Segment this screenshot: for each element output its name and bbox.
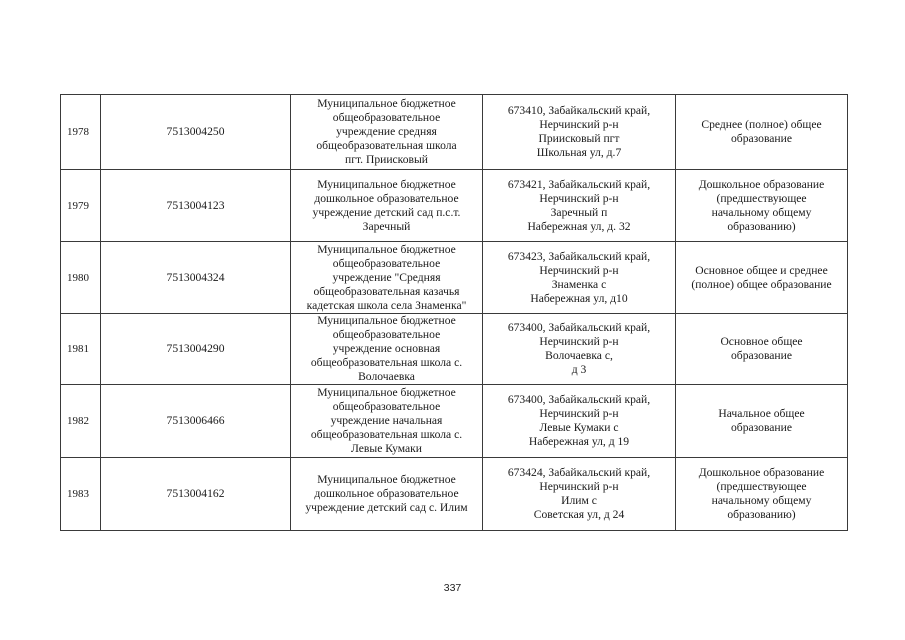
organization-name-line: дошкольное образовательное xyxy=(314,487,459,500)
inn-cell: 7513004290 xyxy=(101,314,291,385)
organization-name-line: кадетская школа села Знаменка" xyxy=(306,298,467,312)
table-row xyxy=(61,170,848,242)
address-line: Школьная ул, д.7 xyxy=(536,146,622,159)
address-line: 673424, Забайкальский край, xyxy=(507,466,651,479)
address-cell xyxy=(483,458,676,531)
address-line: 673421, Забайкальский край, xyxy=(507,177,651,191)
row-number: 1979 xyxy=(61,170,101,242)
education-level-line: начальному общему xyxy=(711,494,812,507)
organization-name-line: Заречный xyxy=(362,219,411,233)
organization-name-line: общеобразовательное xyxy=(332,328,441,341)
organization-name-line: учреждение начальная xyxy=(330,414,443,427)
organization-name-line: общеобразовательная казачья xyxy=(313,284,460,298)
organization-name-line: общеобразовательное xyxy=(332,111,441,124)
education-level-line: Среднее (полное) общее xyxy=(701,118,822,131)
address-line: Нерчинский р-н xyxy=(539,263,619,277)
organization-name-cell xyxy=(291,170,483,242)
address-line: Нерчинский р-н xyxy=(539,118,619,131)
row-number: 1983 xyxy=(61,458,101,531)
table-row xyxy=(61,242,848,314)
address-line: Знаменка с xyxy=(551,277,607,291)
table-row xyxy=(61,314,848,385)
address-cell xyxy=(483,242,676,314)
address-line: Советская ул, д 24 xyxy=(533,508,625,521)
table-row xyxy=(61,95,848,170)
inn-cell: 7513004162 xyxy=(101,458,291,531)
education-level-line: (полное) общее образование xyxy=(691,277,832,291)
page-number: 337 xyxy=(443,582,462,594)
organization-name-line: Муниципальное бюджетное xyxy=(317,386,456,399)
address-line: Набережная ул, д 19 xyxy=(528,435,630,448)
education-level-line: (предшествующее xyxy=(716,480,807,493)
education-level-line: Дошкольное образование xyxy=(698,177,825,191)
organization-name-line: учреждение "Средняя xyxy=(332,270,441,284)
education-level-line: образование xyxy=(731,349,792,362)
row-number: 1981 xyxy=(61,314,101,385)
organization-name-cell xyxy=(291,385,483,458)
address-line: 673400, Забайкальский край, xyxy=(507,321,651,334)
organization-name-line: дошкольное образовательное xyxy=(314,191,459,205)
organization-name-line: Волочаевка xyxy=(358,370,415,383)
organization-name-line: Муниципальное бюджетное xyxy=(317,242,456,256)
organization-name-line: Муниципальное бюджетное xyxy=(317,97,456,110)
address-line: Набережная ул, д10 xyxy=(530,291,628,305)
organization-name-line: учреждение основная xyxy=(332,342,441,355)
organization-name-line: Муниципальное бюджетное xyxy=(317,314,456,327)
table-row xyxy=(61,458,848,531)
education-level-cell xyxy=(676,385,848,458)
address-line: Илим с xyxy=(561,494,597,507)
address-cell xyxy=(483,385,676,458)
address-line: д 3 xyxy=(571,363,587,376)
organization-name-line: учреждение детский сад п.с.т. xyxy=(312,205,461,219)
address-line: Заречный п xyxy=(550,205,608,219)
education-level-line: образованию) xyxy=(727,219,796,233)
education-level-line: Основное общее и среднее xyxy=(695,263,828,277)
row-number: 1978 xyxy=(61,95,101,170)
organization-name-line: пгт. Приисковый xyxy=(345,153,428,166)
address-line: Левые Кумаки с xyxy=(539,421,619,434)
organization-name-line: общеобразовательная школа с. xyxy=(310,356,463,369)
inn-cell: 7513006466 xyxy=(101,385,291,458)
row-number: 1982 xyxy=(61,385,101,458)
organization-name-line: общеобразовательная школа xyxy=(316,139,457,152)
address-line: Набережная ул, д. 32 xyxy=(527,219,631,233)
organization-name-line: учреждение детский сад с. Илим xyxy=(305,501,468,514)
inn-cell: 7513004250 xyxy=(101,95,291,170)
organization-name-line: общеобразовательное xyxy=(332,256,441,270)
organization-name-line: учреждение средняя xyxy=(336,125,437,138)
education-level-line: Дошкольное образование xyxy=(698,466,825,479)
address-line: 673423, Забайкальский край, xyxy=(507,249,651,263)
address-line: Волочаевка с, xyxy=(545,349,613,362)
address-cell xyxy=(483,95,676,170)
education-level-line: начальному общему xyxy=(711,205,812,219)
registry-table xyxy=(60,94,848,531)
address-cell xyxy=(483,314,676,385)
education-level-line: (предшествующее xyxy=(716,191,807,205)
address-line: Нерчинский р-н xyxy=(539,335,619,348)
education-level-cell xyxy=(676,170,848,242)
organization-name-cell xyxy=(291,95,483,170)
organization-name-cell xyxy=(291,314,483,385)
address-line: Нерчинский р-н xyxy=(539,191,619,205)
organization-name-line: Муниципальное бюджетное xyxy=(317,177,456,191)
education-level-line: Начальное общее xyxy=(718,407,805,420)
education-level-cell xyxy=(676,242,848,314)
row-number: 1980 xyxy=(61,242,101,314)
education-level-line: образованию) xyxy=(727,508,796,521)
organization-name-line: общеобразовательное xyxy=(332,400,441,413)
organization-name-line: общеобразовательная школа с. xyxy=(310,428,463,441)
address-line: 673400, Забайкальский край, xyxy=(507,393,651,406)
organization-name-cell xyxy=(291,458,483,531)
education-level-cell xyxy=(676,314,848,385)
education-level-line: Основное общее xyxy=(720,335,803,348)
education-level-line: образование xyxy=(731,132,792,145)
address-cell xyxy=(483,170,676,242)
organization-name-cell xyxy=(291,242,483,314)
education-level-cell xyxy=(676,95,848,170)
address-line: 673410, Забайкальский край, xyxy=(507,104,651,117)
organization-name-line: Левые Кумаки xyxy=(351,442,422,455)
address-line: Приисковый пгт xyxy=(538,132,620,145)
education-level-cell xyxy=(676,458,848,531)
organization-name-line: Муниципальное бюджетное xyxy=(317,473,456,486)
address-line: Нерчинский р-н xyxy=(539,407,619,420)
inn-cell: 7513004324 xyxy=(101,242,291,314)
education-level-line: образование xyxy=(731,421,792,434)
address-line: Нерчинский р-н xyxy=(539,480,619,493)
table-row xyxy=(61,385,848,458)
inn-cell: 7513004123 xyxy=(101,170,291,242)
